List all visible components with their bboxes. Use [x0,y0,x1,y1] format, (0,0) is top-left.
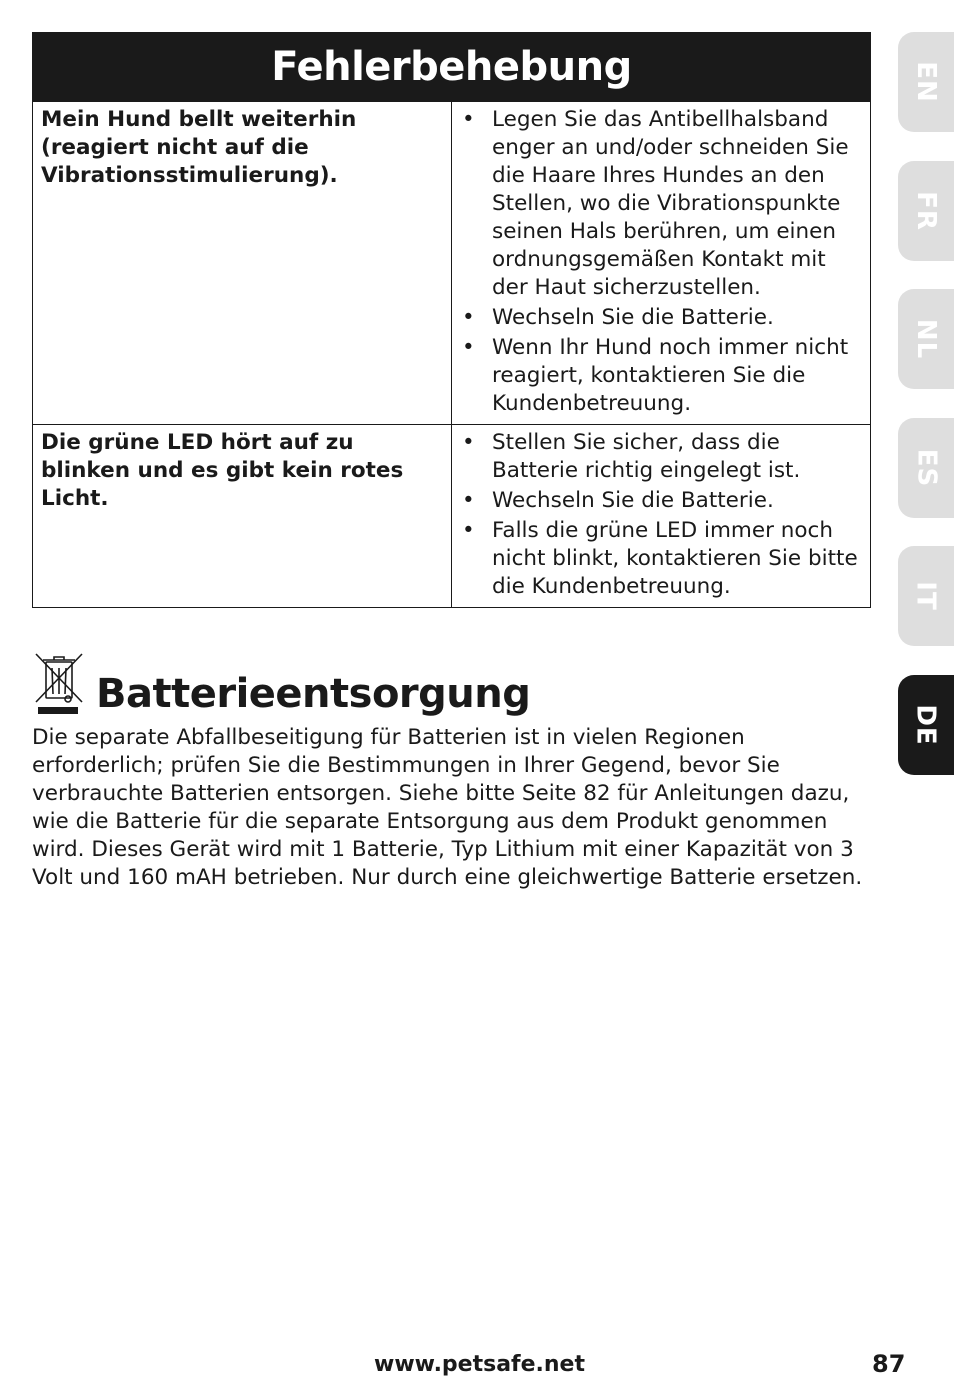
table-row [33,425,871,608]
tab-fr[interactable] [898,161,954,261]
table-row [33,102,871,425]
disposal-paragraph: Die separate Abfallbeseitigung für Batterien ist in vielen Regionen erforderlich; prüfen Sie die Bestimmungen in Ihrer Gegend, bevor Sie verbrauchte Batterien entsorgen. Siehe bitte Seite 82 für Anleitungen dazu, wie die Batterie für die separate Entsorgung aus dem Produkt genommen wird. Dieses Gerät wird mit 1 Batterie, Typ Lithium mit einer Kapazität von 3 Volt und 160 mAH betrieben. Nur durch eine gleichwertige Batterie ersetzen. [32,725,863,890]
tab-nl[interactable] [898,289,954,389]
solution-item: • Stellen Sie sicher, dass die Batterie richtig eingelegt ist. [460,429,862,485]
battery-disposal-section [32,630,874,892]
solution-item: • Falls die grüne LED immer noch nicht blinkt, kontaktieren Sie bitte die Kundenbetreuung. [460,517,862,601]
disposal-title: Batterieentsorgung [96,671,531,717]
troubleshooting-title: Fehlerbehebung [33,33,871,102]
tab-label: DE [911,704,941,746]
footer-url[interactable]: www.petsafe.net [374,1352,585,1377]
tab-label: IT [910,581,941,611]
page-number: 87 [872,1350,906,1378]
solution-list [460,106,862,418]
crossed-out-wheelie-bin-icon [32,652,88,716]
language-tabs [898,0,954,800]
solution-item: • Legen Sie das Antibellhalsband enger an und/oder schneiden Sie die Haare Ihres Hundes an den Stellen, wo die Vibrationspunkte seinen Hals berühren, um einen ordnungsgemäßen Kontakt mit der Haut sicherzustellen. [460,106,862,302]
troubleshooting-table [32,32,871,608]
solution-cell [452,425,871,608]
tab-label: NL [910,318,941,360]
tab-de[interactable] [898,675,954,775]
disposal-heading [32,630,874,718]
tab-en[interactable] [898,32,954,132]
tab-it[interactable] [898,546,954,646]
tab-label: ES [911,448,941,488]
solution-list [460,429,862,601]
solution-item: • Wechseln Sie die Batterie. [460,304,862,332]
problem-text: Mein Hund bellt weiterhin (reagiert nicht auf die Vibrationsstimulierung). [33,102,452,425]
solution-item: • Wechseln Sie die Batterie. [460,487,862,515]
solution-cell [452,102,871,425]
tab-label: EN [911,61,941,103]
tab-label: FR [911,191,941,231]
tab-es[interactable] [898,418,954,518]
problem-text: Die grüne LED hört auf zu blinken und es gibt kein rotes Licht. [33,425,452,608]
solution-item: • Wenn Ihr Hund noch immer nicht reagiert, kontaktieren Sie die Kundenbetreuung. [460,334,862,418]
